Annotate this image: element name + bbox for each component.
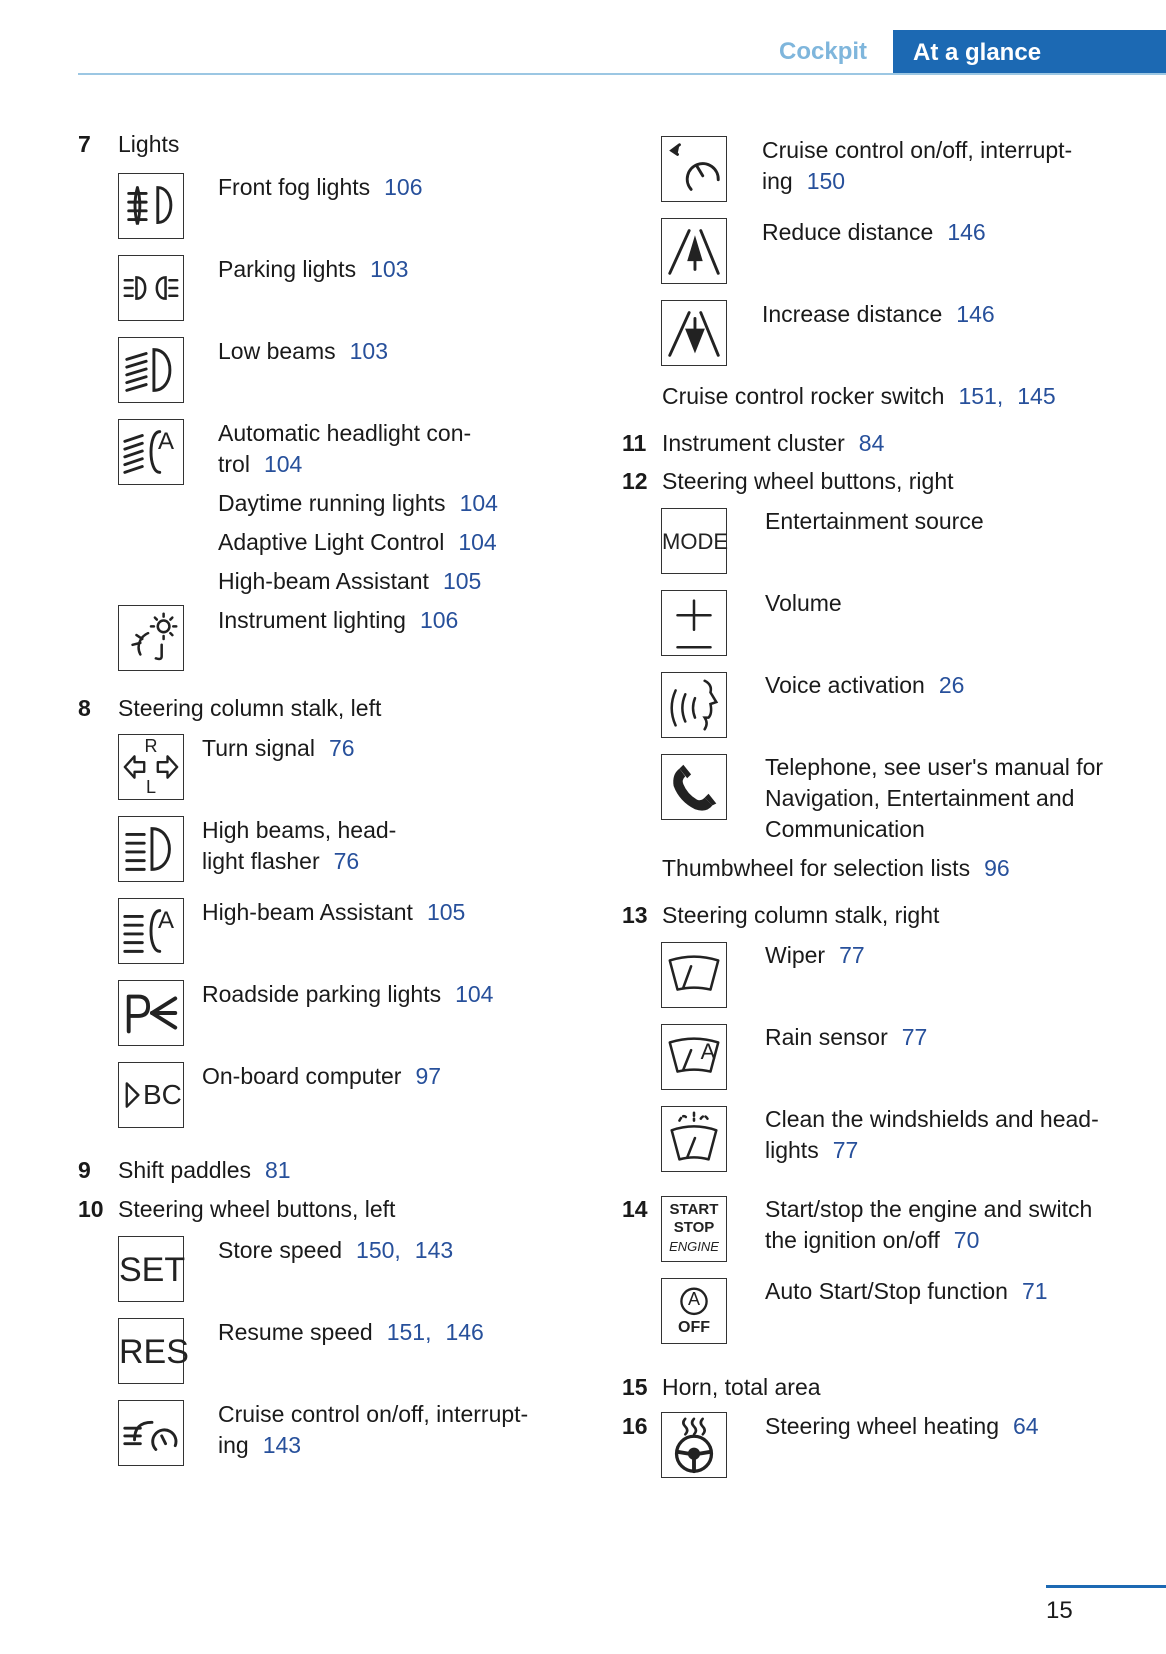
page-ref[interactable]: 104 xyxy=(458,529,497,555)
voice-activation-icon xyxy=(661,672,727,738)
instrument-lighting-icon xyxy=(118,605,184,671)
auto-headlight-line1: Automatic headlight con- xyxy=(218,420,472,446)
reduce-distance-icon xyxy=(661,218,727,284)
entry-label: Cruise control rocker switch xyxy=(662,383,945,409)
item-number: 8 xyxy=(78,695,91,721)
off-label: OFF xyxy=(678,1319,710,1336)
chapter-tab-label: At a glance xyxy=(913,39,1042,66)
page-ref[interactable]: 71 xyxy=(1021,1278,1048,1304)
page-ref[interactable]: 84 xyxy=(858,430,885,456)
voice-activation-entry xyxy=(765,670,964,701)
entry-label: Rain sensor xyxy=(765,1024,888,1050)
set-button-icon xyxy=(118,1236,184,1302)
turn-signal-entry xyxy=(202,733,355,764)
low-beams-entry xyxy=(218,336,388,367)
page-ref[interactable]: 105 xyxy=(426,899,466,925)
volume-entry xyxy=(765,588,842,619)
parking-lights-entry xyxy=(218,254,408,285)
high-beam-assistant-icon xyxy=(118,898,184,964)
page-ref[interactable]: 77 xyxy=(832,1137,859,1163)
start-stop-line2 xyxy=(765,1225,979,1256)
page-ref[interactable]: 151, xyxy=(958,383,1004,409)
on-board-computer-entry xyxy=(202,1061,441,1092)
on-board-computer-icon xyxy=(118,1062,184,1128)
entry-label: Instrument lighting xyxy=(218,607,406,633)
cruise-control-right-icon xyxy=(661,136,727,202)
auto-a-label: A xyxy=(687,1289,700,1309)
entry-label: Voice activation xyxy=(765,672,925,698)
front-fog-lights-icon xyxy=(118,173,184,239)
entry-label: lights xyxy=(765,1137,819,1163)
rain-sensor-entry xyxy=(765,1022,927,1053)
automatic-headlight-icon xyxy=(118,419,184,485)
page-ref[interactable]: 106 xyxy=(419,607,459,633)
item-title: Steering wheel buttons, right xyxy=(662,468,954,494)
daytime-running-lights-entry xyxy=(218,488,498,519)
page-ref[interactable]: 151, xyxy=(386,1319,432,1345)
turn-left-label: L xyxy=(145,777,156,797)
entry-label: High-beam Assistant xyxy=(202,899,413,925)
item-number: 11 xyxy=(622,430,647,456)
roadside-parking-lights-icon xyxy=(118,980,184,1046)
page-ref[interactable]: 146 xyxy=(956,301,995,327)
item-number: 12 xyxy=(622,468,648,494)
entry-label: Resume speed xyxy=(218,1319,373,1345)
steering-wheel-heating-entry xyxy=(765,1411,1039,1442)
rocker-switch-entry xyxy=(662,381,1056,412)
page-ref[interactable]: 103 xyxy=(370,256,409,282)
high-beam-assistant-entry xyxy=(202,897,465,928)
entry-label: Turn signal xyxy=(202,735,315,761)
cruise-control-right-line2 xyxy=(762,166,845,197)
shift-paddles-entry xyxy=(118,1155,291,1186)
page-ref[interactable]: 70 xyxy=(953,1227,980,1253)
entry-label: On-board computer xyxy=(202,1063,402,1089)
page-ref[interactable]: 76 xyxy=(328,735,355,761)
entry-label: Volume xyxy=(765,590,842,616)
entry-label: the ignition on/off xyxy=(765,1227,940,1253)
washer-icon xyxy=(661,1106,727,1172)
page-ref[interactable]: 145 xyxy=(1017,383,1056,409)
page-ref[interactable]: 146 xyxy=(947,219,986,245)
page-ref[interactable]: 143 xyxy=(414,1237,454,1263)
section-title: Cockpit xyxy=(779,38,868,65)
increase-distance-icon xyxy=(661,300,727,366)
entry-label: light flasher xyxy=(202,848,320,874)
set-label: SET xyxy=(119,1251,186,1289)
telephone-line3: Communication xyxy=(765,816,925,842)
page-ref[interactable]: 104 xyxy=(263,451,303,477)
entry-label: Shift paddles xyxy=(118,1157,251,1183)
increase-distance-entry xyxy=(762,299,995,330)
page-ref[interactable]: 96 xyxy=(984,855,1010,881)
thumbwheel-entry xyxy=(662,853,1010,884)
entry-label: ing xyxy=(762,168,793,194)
page-ref[interactable]: 76 xyxy=(333,848,360,874)
resume-speed-entry xyxy=(218,1317,484,1348)
item-title: Lights xyxy=(118,131,180,157)
item-number: 15 xyxy=(622,1374,648,1400)
entry-label: Roadside parking lights xyxy=(202,981,442,1007)
entry-label: Parking lights xyxy=(218,256,357,282)
entry-label: Steering wheel heating xyxy=(765,1413,999,1439)
item-number: 7 xyxy=(78,131,91,157)
entry-label: Low beams xyxy=(218,338,336,364)
high-beams-line1: High beams, head- xyxy=(202,817,397,843)
high-beams-icon xyxy=(118,816,184,882)
item-title: Steering column stalk, left xyxy=(118,695,382,721)
cruise-control-left-line1: Cruise control on/off, interrupt- xyxy=(218,1401,529,1427)
adaptive-light-control-entry xyxy=(218,527,497,558)
turn-right-label: R xyxy=(144,736,158,756)
entry-label: Increase distance xyxy=(762,301,943,327)
volume-icon xyxy=(661,590,727,656)
instrument-cluster-entry xyxy=(662,428,884,459)
mode-label: MODE xyxy=(662,529,728,554)
entry-label: Wiper xyxy=(765,942,826,968)
clean-windshield-line2 xyxy=(765,1135,858,1166)
start-label: START xyxy=(669,1201,719,1218)
page-ref[interactable]: 77 xyxy=(839,942,865,968)
item-title: Horn, total area xyxy=(662,1374,821,1400)
auto-start-stop-icon xyxy=(661,1278,727,1344)
telephone-line1: Telephone, see user's manual for xyxy=(765,754,1104,780)
item-number: 9 xyxy=(78,1157,91,1183)
chapter-tab xyxy=(893,30,1166,75)
page-ref[interactable]: 104 xyxy=(455,981,494,1007)
low-beams-icon xyxy=(118,337,184,403)
auto-label: A xyxy=(157,428,174,455)
page-ref[interactable]: 97 xyxy=(415,1063,442,1089)
page-ref[interactable]: 105 xyxy=(442,568,482,594)
res-label: RES xyxy=(119,1333,189,1371)
telephone-line2: Navigation, Entertainment and xyxy=(765,785,1075,811)
entry-label: Store speed xyxy=(218,1237,343,1263)
rain-sensor-icon xyxy=(661,1024,727,1090)
item-number: 14 xyxy=(622,1196,648,1222)
bc-label: BC xyxy=(143,1079,182,1110)
page-ref[interactable]: 77 xyxy=(901,1024,928,1050)
high-beams-line2 xyxy=(202,846,359,877)
item-number: 13 xyxy=(622,902,648,928)
entry-label: Thumbwheel for selection lists xyxy=(662,855,971,881)
footer-rule xyxy=(1046,1585,1166,1588)
page-ref[interactable]: 150, xyxy=(356,1237,401,1263)
item-title: Steering column stalk, right xyxy=(662,902,940,928)
page-ref[interactable]: 26 xyxy=(938,672,965,698)
entry-label: Entertainment source xyxy=(765,508,984,534)
reduce-distance-entry xyxy=(762,217,986,248)
wiper-icon xyxy=(661,942,727,1008)
entry-label: Auto Start/Stop function xyxy=(765,1278,1008,1304)
telephone-icon xyxy=(661,754,727,820)
entry-label: Reduce distance xyxy=(762,219,934,245)
page-ref[interactable]: 150 xyxy=(806,168,846,194)
entry-label: ing xyxy=(218,1432,249,1458)
rain-auto-label: A xyxy=(700,1039,716,1064)
instrument-lighting-entry xyxy=(218,605,458,636)
header-rule xyxy=(78,73,1166,75)
store-speed-entry xyxy=(218,1235,453,1266)
stop-label: STOP xyxy=(673,1219,715,1236)
parking-lights-icon xyxy=(118,255,184,321)
engine-label: ENGINE xyxy=(669,1239,719,1254)
entry-label: Front fog lights xyxy=(218,174,371,200)
mode-button-icon xyxy=(661,508,727,574)
page-ref[interactable]: 146 xyxy=(445,1319,484,1345)
clean-windshield-line1: Clean the windshields and head- xyxy=(765,1106,1099,1132)
item-number: 10 xyxy=(78,1196,104,1222)
cruise-control-left-line2 xyxy=(218,1430,301,1461)
page-ref[interactable]: 106 xyxy=(384,174,423,200)
item-number: 16 xyxy=(622,1413,648,1439)
start-stop-button-icon xyxy=(661,1196,727,1262)
res-button-icon xyxy=(118,1318,189,1384)
page-ref[interactable]: 143 xyxy=(262,1432,302,1458)
entry-label: Daytime running lights xyxy=(218,490,446,516)
page-number: 15 xyxy=(1046,1597,1073,1624)
entry-label: Instrument cluster xyxy=(662,430,845,456)
page-ref[interactable]: 104 xyxy=(459,490,498,516)
entertainment-source-entry xyxy=(765,506,984,537)
page-ref[interactable]: 103 xyxy=(349,338,388,364)
page-ref[interactable]: 81 xyxy=(264,1157,291,1183)
high-beam-assistant-entry xyxy=(218,566,481,597)
entry-label: Adaptive Light Control xyxy=(218,529,445,555)
front-fog-lights-entry xyxy=(218,172,423,203)
entry-label: trol xyxy=(218,451,250,477)
cruise-control-left-icon xyxy=(118,1400,184,1466)
roadside-parking-lights-entry xyxy=(202,979,493,1010)
cruise-control-right-line1: Cruise control on/off, interrupt- xyxy=(762,137,1073,163)
auto-headlight-line2 xyxy=(218,449,302,480)
start-stop-line1: Start/stop the engine and switch xyxy=(765,1196,1093,1222)
turn-signal-icon xyxy=(118,734,184,800)
steering-wheel-heating-icon xyxy=(661,1412,727,1478)
wiper-entry xyxy=(765,940,865,971)
hba-label: A xyxy=(157,907,174,934)
auto-start-stop-entry xyxy=(765,1276,1048,1307)
item-title: Steering wheel buttons, left xyxy=(118,1196,396,1222)
entry-label: High-beam Assistant xyxy=(218,568,429,594)
page-ref[interactable]: 64 xyxy=(1013,1413,1039,1439)
